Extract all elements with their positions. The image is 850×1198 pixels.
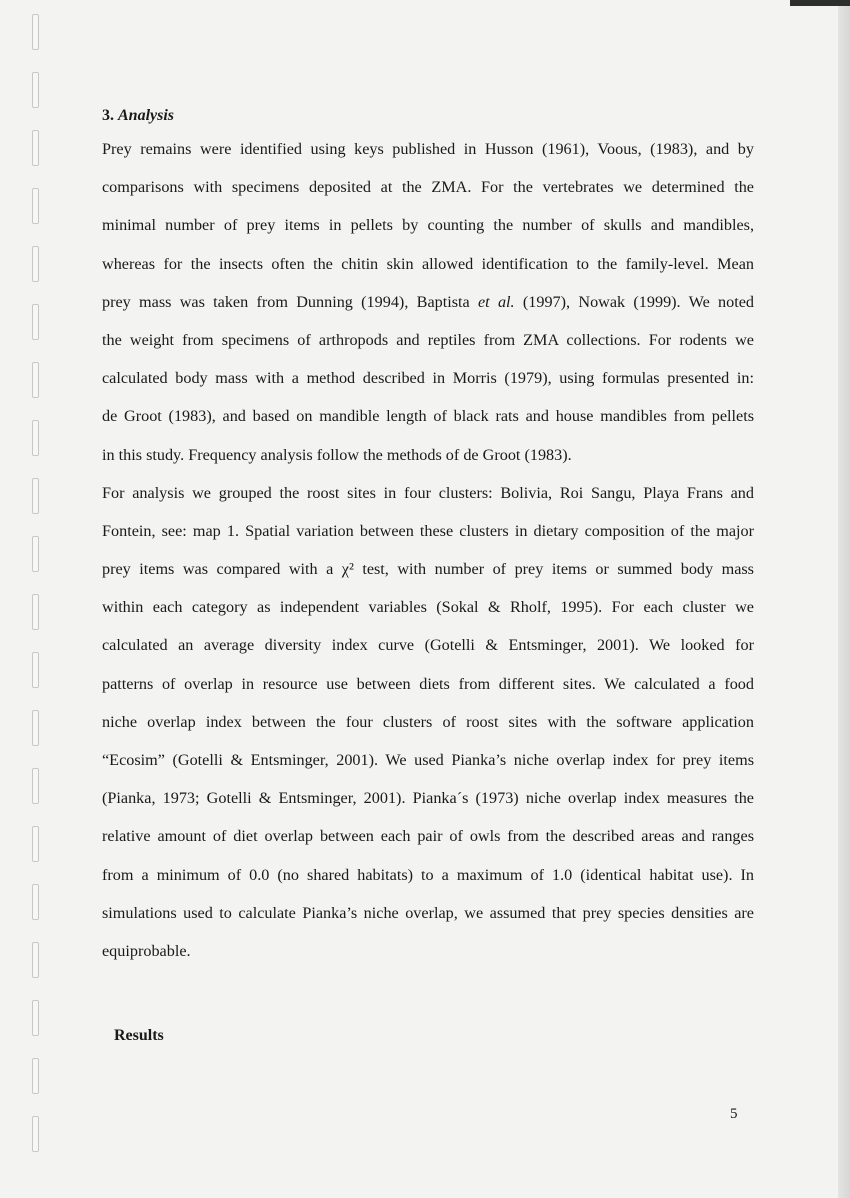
section-number: 3. — [102, 107, 114, 124]
binding-hole — [32, 1116, 39, 1152]
results-heading: Results — [114, 1027, 164, 1044]
binding-hole — [32, 1000, 39, 1036]
text-line: relative amount of diet overlap between each pair of owls from the described areas and ranges — [102, 827, 754, 846]
binding-hole — [32, 246, 39, 282]
text-line: de Groot (1983), and based on mandible length of black rats and house mandibles from pellets — [102, 407, 754, 426]
text-line: calculated an average diversity index curve (Gotelli & Entsminger, 2001). We looked for — [102, 636, 754, 655]
binding-hole — [32, 826, 39, 862]
binding-hole — [32, 304, 39, 340]
text-line: For analysis we grouped the roost sites in four clusters: Bolivia, Roi Sangu, Playa Frans and — [102, 483, 754, 502]
binding-hole — [32, 652, 39, 688]
section-title: Analysis — [118, 107, 175, 124]
binding-hole — [32, 1058, 39, 1094]
binding-hole — [32, 710, 39, 746]
text-line: the weight from specimens of arthropods and reptiles from ZMA collections. For rodents we — [102, 330, 754, 349]
italic-citation: et al. — [478, 292, 515, 311]
text-line: in this study. Frequency analysis follow the methods of de Groot (1983). — [102, 445, 572, 464]
text-line: prey mass was taken from Dunning (1994), Baptista et al. (1997), Nowak (1999). We noted — [102, 292, 755, 311]
text-line: whereas for the insects often the chitin skin allowed identification to the family-level. Mean — [102, 254, 754, 273]
text-line: “Ecosim” (Gotelli & Entsminger, 2001). We used Pianka’s niche overlap index for prey items — [102, 751, 754, 769]
binding-hole — [32, 14, 39, 50]
text-line: comparisons with specimens deposited at the ZMA. For the vertebrates we determined the — [102, 178, 754, 197]
binding-hole — [32, 478, 39, 514]
section-heading — [102, 102, 754, 130]
binding-hole — [32, 130, 39, 166]
text-line: patterns of overlap in resource use between diets from different sites. We calculated a food — [102, 674, 754, 693]
binding-hole — [32, 536, 39, 572]
text-line: (Pianka, 1973; Gotelli & Entsminger, 2001). Pianka´s (1973) niche overlap index measures the — [102, 789, 754, 808]
binding-hole — [32, 420, 39, 456]
text-line: Fontein, see: map 1. Spatial variation between these clusters in dietary composition of the major — [102, 521, 754, 540]
text-line: within each category as independent variables (Sokal & Rholf, 1995). For each cluster we — [102, 598, 754, 617]
text-line: equiprobable. — [102, 941, 191, 960]
body-text — [102, 102, 754, 970]
binding-hole — [32, 942, 39, 978]
text-line: from a minimum of 0.0 (no shared habitats) to a maximum of 1.0 (identical habitat use). In — [102, 865, 754, 884]
binding-hole — [32, 362, 39, 398]
text-line: Prey remains were identified using keys published in Husson (1961), Voous, (1983), and by — [102, 140, 754, 158]
binding-hole — [32, 768, 39, 804]
page-number: 5 — [730, 1106, 738, 1122]
text-line: simulations used to calculate Pianka’s niche overlap, we assumed that prey species densities are — [102, 903, 754, 922]
binding-hole — [32, 188, 39, 224]
text-line: calculated body mass with a method described in Morris (1979), using formulas presented in: — [102, 369, 754, 388]
text-line: minimal number of prey items in pellets by counting the number of skulls and mandibles, — [102, 216, 754, 235]
binding-hole — [32, 594, 39, 630]
text-line: niche overlap index between the four clusters of roost sites with the software application — [102, 712, 754, 731]
binding-holes — [32, 14, 46, 1184]
binding-hole — [32, 884, 39, 920]
binding-hole — [32, 72, 39, 108]
text-line: prey items was compared with a χ² test, with number of prey items or summed body mass — [102, 560, 754, 579]
scan-corner-mark — [790, 0, 850, 6]
scan-edge — [838, 0, 850, 1198]
